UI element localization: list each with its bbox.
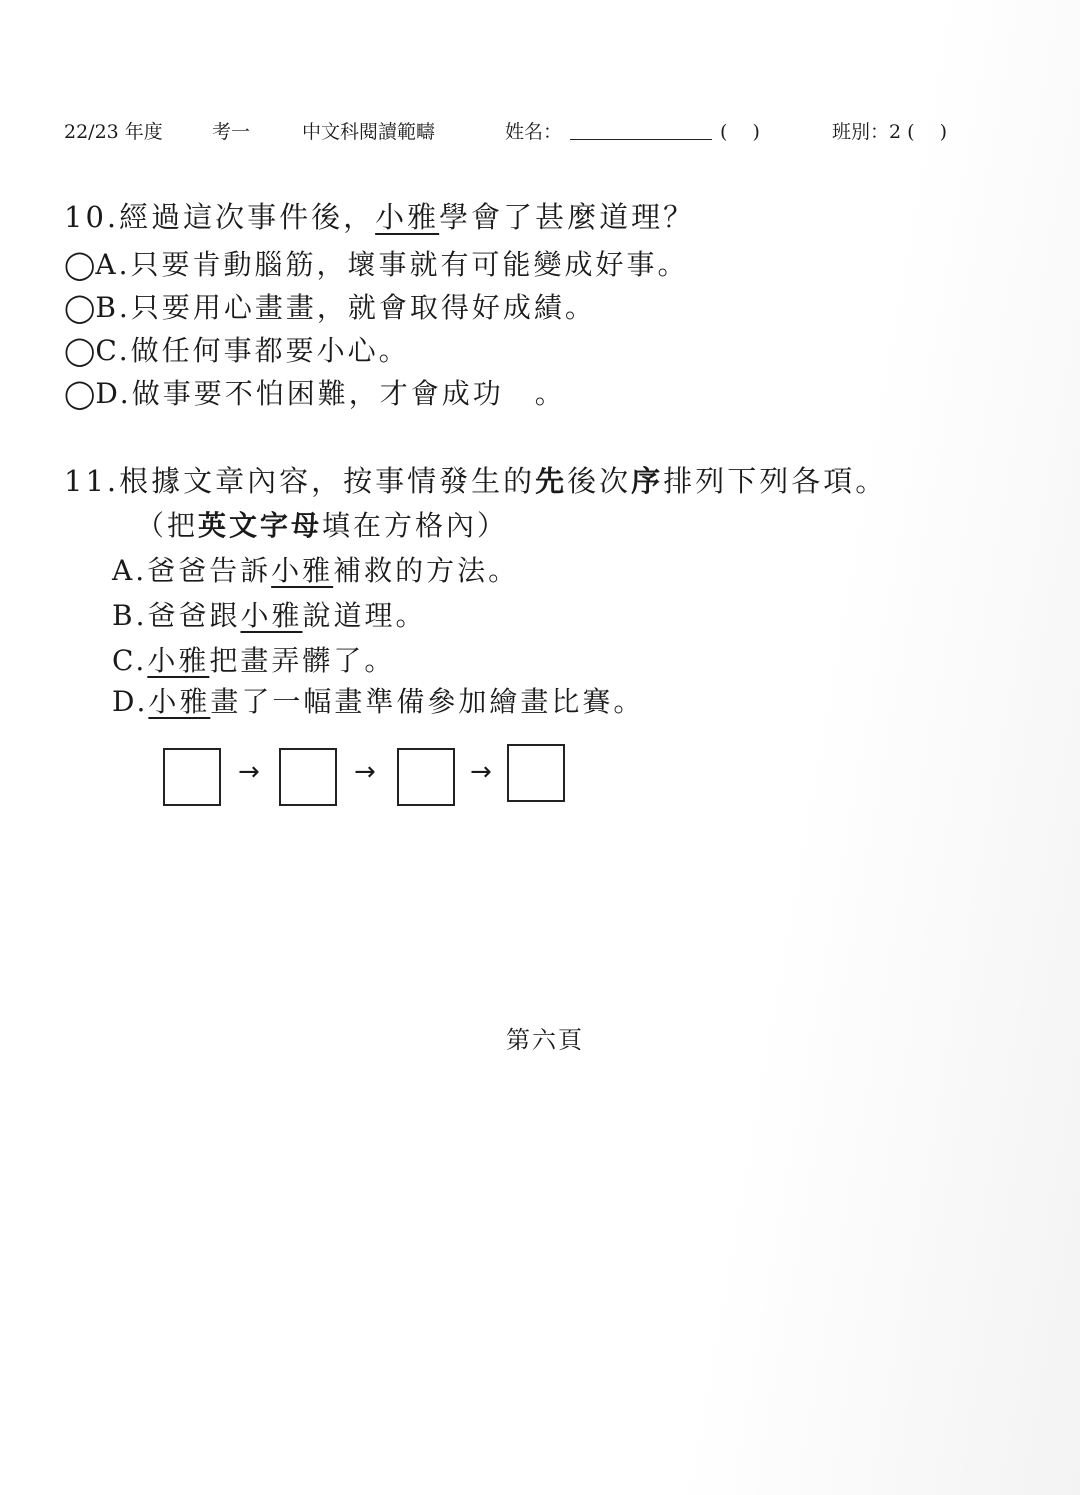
page-number: 第六頁 [506, 1026, 584, 1054]
question-11-instruction [136, 504, 508, 544]
character-name: 小雅 [148, 685, 211, 718]
question-number: 11. [64, 464, 120, 498]
answer-box-1[interactable] [163, 748, 221, 806]
question-text-pre: 經過這次事件後， [119, 200, 376, 234]
answer-box-4[interactable] [507, 744, 565, 802]
item-label: B. [112, 599, 148, 632]
answer-box-2[interactable] [279, 748, 337, 806]
option-label: A. [95, 248, 131, 281]
question-bold-text: 序 [631, 464, 664, 498]
radio-circle-icon[interactable]: ◯ [64, 334, 96, 367]
class-number-blank[interactable]: ( ) [720, 121, 760, 143]
option-a[interactable] [64, 243, 688, 283]
question-text-part: 後次 [567, 464, 632, 498]
name-blank-line[interactable] [570, 117, 712, 140]
item-text: 說道理。 [302, 599, 427, 632]
character-name: 小雅 [271, 554, 334, 587]
radio-circle-icon[interactable]: ◯ [64, 377, 96, 410]
option-label: B. [95, 291, 131, 324]
sequence-answer-boxes [163, 743, 583, 807]
event-item-b [112, 594, 427, 634]
question-11 [64, 459, 887, 500]
option-text: 只要用心畫畫，就會取得好成績。 [130, 291, 596, 324]
instruction-text: （把 [136, 509, 199, 542]
class-label: 班別：2 ( ) [832, 121, 947, 143]
character-name: 小雅 [147, 644, 210, 677]
exam-title: 考一 [212, 121, 251, 143]
question-text-post: 學會了甚麼道理？ [439, 200, 696, 234]
question-text-part: 根據文章內容，按事情發生的 [119, 464, 536, 498]
option-b[interactable] [64, 286, 596, 326]
radio-circle-icon[interactable]: ◯ [64, 248, 96, 281]
character-name: 小雅 [240, 599, 303, 632]
instruction-text: 填在方格內） [322, 509, 509, 542]
school-year: 22/23 年度 [64, 121, 163, 143]
question-bold-text: 先 [535, 464, 568, 498]
answer-box-3[interactable] [397, 748, 455, 806]
option-text: 只要肯動腦筋，壞事就有可能變成好事。 [130, 248, 689, 281]
event-item-d [112, 680, 644, 720]
item-text: 把畫弄髒了。 [209, 644, 396, 677]
item-label: C. [112, 644, 148, 677]
instruction-bold-text: 英文字母 [198, 509, 323, 542]
option-c[interactable] [64, 329, 410, 369]
item-label: A. [112, 554, 148, 587]
arrow-right-icon: → [238, 757, 260, 787]
event-item-c [112, 639, 395, 679]
character-name: 小雅 [375, 200, 440, 234]
question-text-part: 排列下列各項。 [663, 464, 888, 498]
item-text: 爸爸告訴 [147, 554, 272, 587]
option-text: 做事要不怕困難，才會成功 。 [131, 377, 566, 410]
event-item-a [112, 549, 519, 589]
question-10 [64, 195, 695, 236]
option-d[interactable] [64, 372, 566, 412]
question-number: 10. [64, 200, 120, 234]
item-text: 畫了一幅畫準備參加繪畫比賽。 [210, 685, 645, 718]
option-label: C. [95, 334, 131, 367]
item-label: D. [112, 685, 149, 718]
arrow-right-icon: → [470, 757, 492, 787]
item-text: 補救的方法。 [333, 554, 520, 587]
option-label: D. [95, 377, 132, 410]
subject-title: 中文科閱讀範疇 [302, 121, 436, 143]
option-text: 做任何事都要小心。 [130, 334, 410, 367]
arrow-right-icon: → [354, 757, 376, 787]
radio-circle-icon[interactable]: ◯ [64, 291, 96, 324]
item-text: 爸爸跟 [147, 599, 241, 632]
page-header [64, 117, 1040, 147]
name-label: 姓名： [505, 121, 563, 143]
